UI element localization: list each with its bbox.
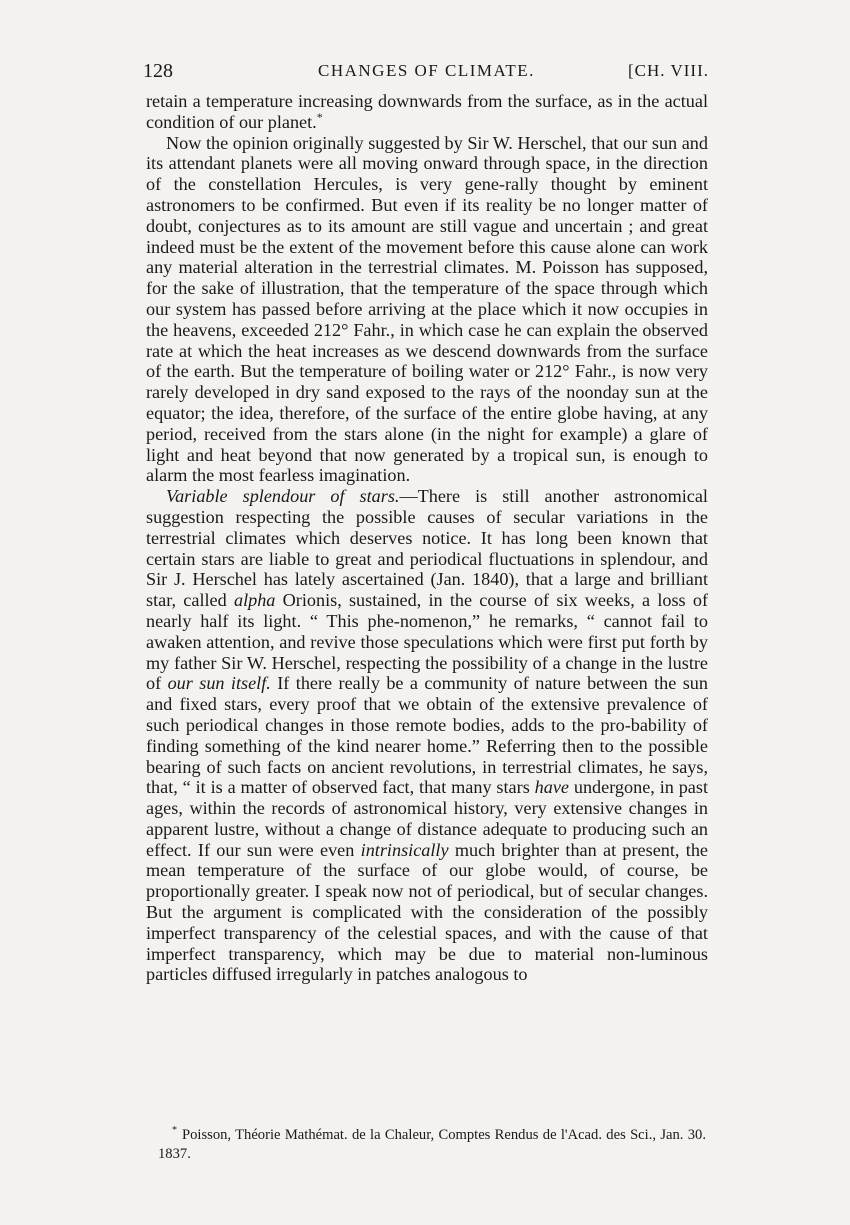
running-title: CHANGES OF CLIMATE. <box>318 61 535 80</box>
italic-term-our-sun: our sun itself. <box>167 673 271 694</box>
running-head <box>143 60 709 88</box>
paragraph-text: undergone, in past ages, within the records of astronomical history, very extensive changes in apparent lustre, without a change of distance adequate to producing such an effect. If our sun were even <box>146 777 708 860</box>
paragraph-text: much brighter than at present, the mean temperature of the surface of our globe would, of course, be proportionally greater. I speak now not of periodical, but of secular changes. But the argument is complicated with the consideration of the possibly imperfect transparency of the celestial spaces, and with the cause of that imperfect transparency, which may be due to material non-luminous particles diffused irregularly in patches analogous to <box>146 839 708 985</box>
footnote-marker: * <box>172 1125 177 1137</box>
paragraph-text: If there really be a community of nature between the sun and fixed stars, every proof that we obtain of the extensive prevalence of such periodical changes in those remote bodies, adds to the pro-bability of finding something of the kind nearer home.” Referring then to the possible bearing of such facts on ancient revolutions, in terrestrial climates, he says, that, “ it is a matter of observed fact, that many stars <box>146 673 708 798</box>
paragraph-text: —There is still another astronomical suggestion respecting the possible causes of secular variations in the terrestrial climates which deserves notice. It has long been known that certain stars are liable to great and periodical fluctuations in splendour, and Sir J. Herschel has lately ascertained (Jan. 1840), that a large and brilliant star, called <box>146 486 708 611</box>
body-text <box>146 91 708 985</box>
paragraph-continuation <box>146 91 708 133</box>
chapter-reference: [CH. VIII. <box>628 61 709 80</box>
footnote <box>158 1126 706 1163</box>
paragraph-text: Orionis, sustained, in the course of six weeks, a loss of nearly half its light. “ This phe-nomenon,” he remarks, “ cannot fail to awaken attention, and revive those speculations which were first put forth by my father Sir W. Herschel, respecting the possibility of a change in the lustre of <box>146 590 709 694</box>
footnote-text: Poisson, Théorie Mathémat. de la Chaleur, Comptes Rendus de l'Acad. des Sci., Jan. 30. 1837. <box>158 1127 706 1162</box>
italic-term-alpha: alpha <box>233 590 276 611</box>
section-run-in-heading: Variable splendour of stars. <box>166 486 400 507</box>
italic-term-have: have <box>534 777 569 798</box>
page-number: 128 <box>143 60 173 82</box>
paragraph-text: retain a temperature increasing downwards from the surface, as in the actual condition of our planet. <box>146 91 708 132</box>
italic-term-intrinsically: intrinsically <box>360 839 449 860</box>
paragraph-variable-splendour <box>146 486 708 985</box>
footnote-reference-marker: * <box>316 109 323 124</box>
paragraph-herschel-motion: Now the opinion originally suggested by Sir W. Herschel, that our sun and its attendant planets were all moving onward through space, in the direction of the constellation Hercules, is very gene-rally thought by eminent astronomers to be confirmed. But even if its reality be no longer matter of doubt, conjectures as to its amount are still vague and uncertain ; and great indeed must be the extent of the movement before this cause alone can work any material alteration in the terrestrial climates. M. Poisson has supposed, for the sake of illustration, that the temperature of the space through which our system has passed before arriving at the place which it now occupies in the heavens, exceeded 212° Fahr., in which case he can explain the observed rate at which the heat increases as we descend downwards from the surface of the earth. But the temperature of boiling water or 212° Fahr., is now very rarely developed in dry sand exposed to the rays of the noonday sun at the equator; the idea, therefore, of the surface of the entire globe having, at any period, received from the stars alone (in the night for example) a glare of light and heat beyond that now generated by a tropical sun, is enough to alarm the most fearless imagination. <box>146 132 708 486</box>
